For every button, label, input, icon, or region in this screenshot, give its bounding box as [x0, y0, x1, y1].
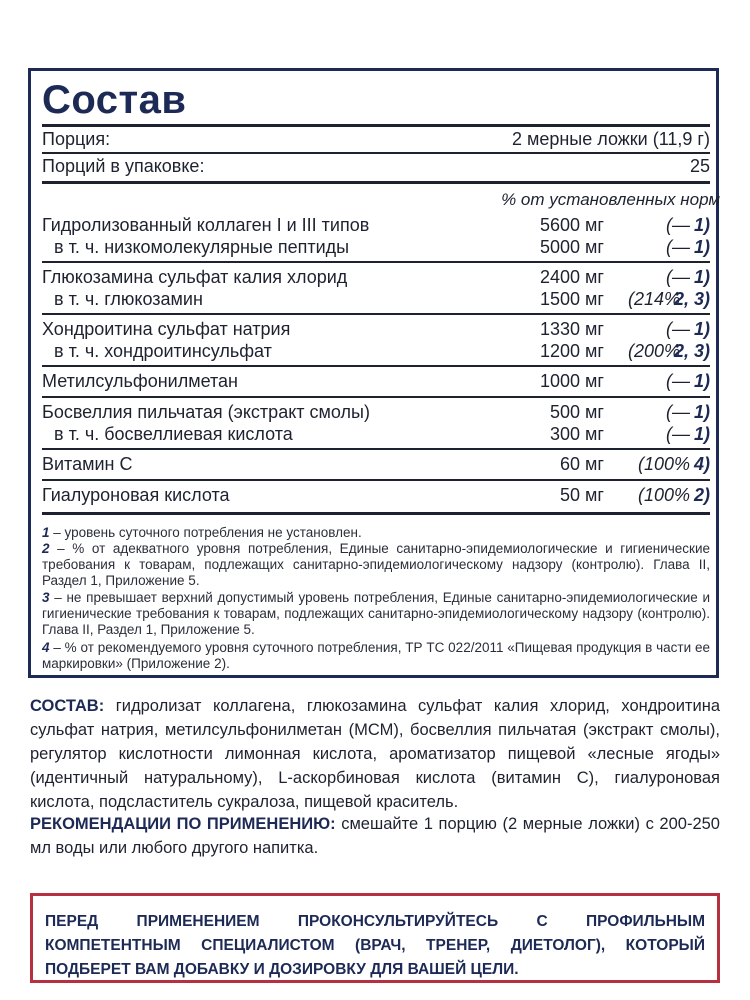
- usage-text: смешайте 1 порцию (2 мерные ложки) с 200-250 мл воды или любого другого напитка.: [30, 815, 720, 857]
- footnote: [42, 590, 710, 638]
- footnote: [42, 640, 710, 672]
- ingredient-ref: 1): [693, 237, 710, 257]
- footnote: [42, 541, 710, 589]
- ingredient-name: в т. ч. глюкозамин: [54, 289, 203, 309]
- footnote-text: – % от адекватного уровня потребления, Единые санитарно-эпидемиологические и гигиенические требования к товарам, подлежащих санитарно-эпидемиологическому надзору (контролю). Глава II, Раздел 1, Приложение 5.: [42, 541, 710, 588]
- norm-header: % от установленных норм: [501, 190, 720, 209]
- ingredient-ref: 2): [693, 485, 710, 505]
- divider: [42, 396, 710, 398]
- ingredient-percent: (—: [666, 215, 690, 235]
- ingredient-amount: 500 мг: [550, 402, 604, 422]
- ingredient-name: в т. ч. босвеллиевая кислота: [54, 424, 293, 444]
- footnote-mark: 3: [42, 590, 50, 605]
- ingredient-amount: 1500 мг: [540, 289, 604, 309]
- ingredient-percent: (200%: [627, 341, 680, 361]
- divider: [42, 448, 710, 450]
- footnote-text: – уровень суточного потребления не установлен.: [49, 525, 362, 540]
- ingredient-name: в т. ч. низкомолекулярные пептиды: [54, 237, 350, 257]
- footnote-text: – % от рекомендуемого уровня суточного потребления, ТР ТС 022/2011 «Пищевая продукция в части ее маркировки» (Приложение 2).: [42, 640, 710, 671]
- composition-text: гидролизат коллагена, глюкозамина сульфат калия хлорид, хондроитина сульфат натрия, метилсульфонилметан (МСМ), босвеллия пильчатая (экстракт смолы), регулятор кислотности лимонная кислота, ароматизатор пищевой «лесные ягоды» (идентичный натуральному), L-аскорбиновая кислота (витамин С), гиалуроновая кислота, подсластитель сукралоза, пищевой краситель.: [30, 697, 720, 811]
- ingredient-name: Витамин C: [42, 454, 133, 474]
- ingredient-amount: 1000 мг: [540, 371, 604, 391]
- portion-value: 2 мерные ложки (11,9 г): [511, 129, 710, 149]
- divider: [42, 152, 710, 154]
- composition-label: СОСТАВ:: [30, 697, 105, 715]
- title-divider: [42, 124, 710, 127]
- ingredient-percent: (—: [666, 371, 690, 391]
- warning-text: ПЕРЕД ПРИМЕНЕНИЕМ ПРОКОНСУЛЬТИРУЙТЕСЬ С ПРОФИЛЬНЫМ КОМПЕТЕНТНЫМ СПЕЦИАЛИСТОМ (ВРАЧ, ТРЕНЕР, ДИЕТОЛОГ), КОТОРЫЙ ПОДБЕРЕТ ВАМ ДОБАВКУ И ДОЗИРОВКУ ДЛЯ ВАШЕЙ ЦЕЛИ.: [45, 913, 705, 978]
- ingredient-amount: 60 мг: [560, 454, 604, 474]
- ingredient-name: Босвеллия пильчатая (экстракт смолы): [42, 402, 370, 422]
- ingredient-ref: 1): [693, 402, 710, 422]
- ingredient-amount: 5600 мг: [540, 215, 604, 235]
- divider: [42, 261, 710, 263]
- portion-label: Порция:: [42, 129, 111, 149]
- ingredient-percent: (100%: [637, 485, 690, 505]
- ingredient-percent: (—: [666, 267, 690, 287]
- ingredient-name: в т. ч. хондроитинсульфат: [54, 341, 272, 361]
- footnote-mark: 2: [42, 541, 50, 556]
- ingredient-amount: 1330 мг: [540, 319, 604, 339]
- ingredient-amount: 2400 мг: [540, 267, 604, 287]
- ingredient-ref: 1): [693, 215, 710, 235]
- warning-box: [30, 893, 720, 983]
- ingredient-amount: 300 мг: [550, 424, 604, 444]
- ingredient-percent: (—: [666, 402, 690, 422]
- ingredient-percent: (—: [666, 424, 690, 444]
- ingredient-ref: 2, 3): [673, 289, 710, 309]
- ingredient-ref: 1): [693, 424, 710, 444]
- ingredient-ref: 2, 3): [673, 341, 710, 361]
- ingredient-percent: (—: [666, 237, 690, 257]
- usage-paragraph: [30, 812, 720, 860]
- ingredient-ref: 4): [693, 454, 710, 474]
- ingredient-amount: 5000 мг: [540, 237, 604, 257]
- divider: [42, 365, 710, 367]
- divider: [42, 313, 710, 315]
- per-pack-label: Порций в упаковке:: [42, 156, 205, 176]
- footnote-mark: 4: [42, 640, 50, 655]
- panel-title: Состав: [42, 78, 187, 122]
- ingredient-amount: 1200 мг: [540, 341, 604, 361]
- footnote-text: – не превышает верхний допустимый уровень потребления, Единые санитарно-эпидемиологические и гигиенические требования к товарам, подлежащих санитарно-эпидемиологическому надзору (контролю). Глава II, Раздел 1, Приложение 5.: [42, 590, 710, 637]
- ingredient-percent: (214%: [627, 289, 680, 309]
- ingredient-percent: (—: [666, 319, 690, 339]
- ingredient-ref: 1): [693, 267, 710, 287]
- divider: [42, 512, 710, 515]
- divider: [42, 479, 710, 481]
- footnote-mark: 1: [42, 525, 50, 540]
- ingredient-name: Гидролизованный коллаген I и III типов: [42, 215, 370, 235]
- divider: [42, 181, 710, 184]
- ingredient-ref: 1): [693, 371, 710, 391]
- ingredient-name: Гиалуроновая кислота: [42, 485, 230, 505]
- footnote: [42, 525, 710, 541]
- ingredient-ref: 1): [693, 319, 710, 339]
- ingredient-amount: 50 мг: [560, 485, 604, 505]
- ingredient-name: Метилсульфонилметан: [42, 371, 238, 391]
- usage-label: РЕКОМЕНДАЦИИ ПО ПРИМЕНЕНИЮ:: [30, 815, 336, 833]
- ingredient-percent: (100%: [637, 454, 690, 474]
- per-pack-value: 25: [689, 156, 710, 176]
- ingredient-name: Хондроитина сульфат натрия: [42, 319, 291, 339]
- composition-paragraph: [30, 694, 720, 814]
- ingredient-name: Глюкозамина сульфат калия хлорид: [42, 267, 348, 287]
